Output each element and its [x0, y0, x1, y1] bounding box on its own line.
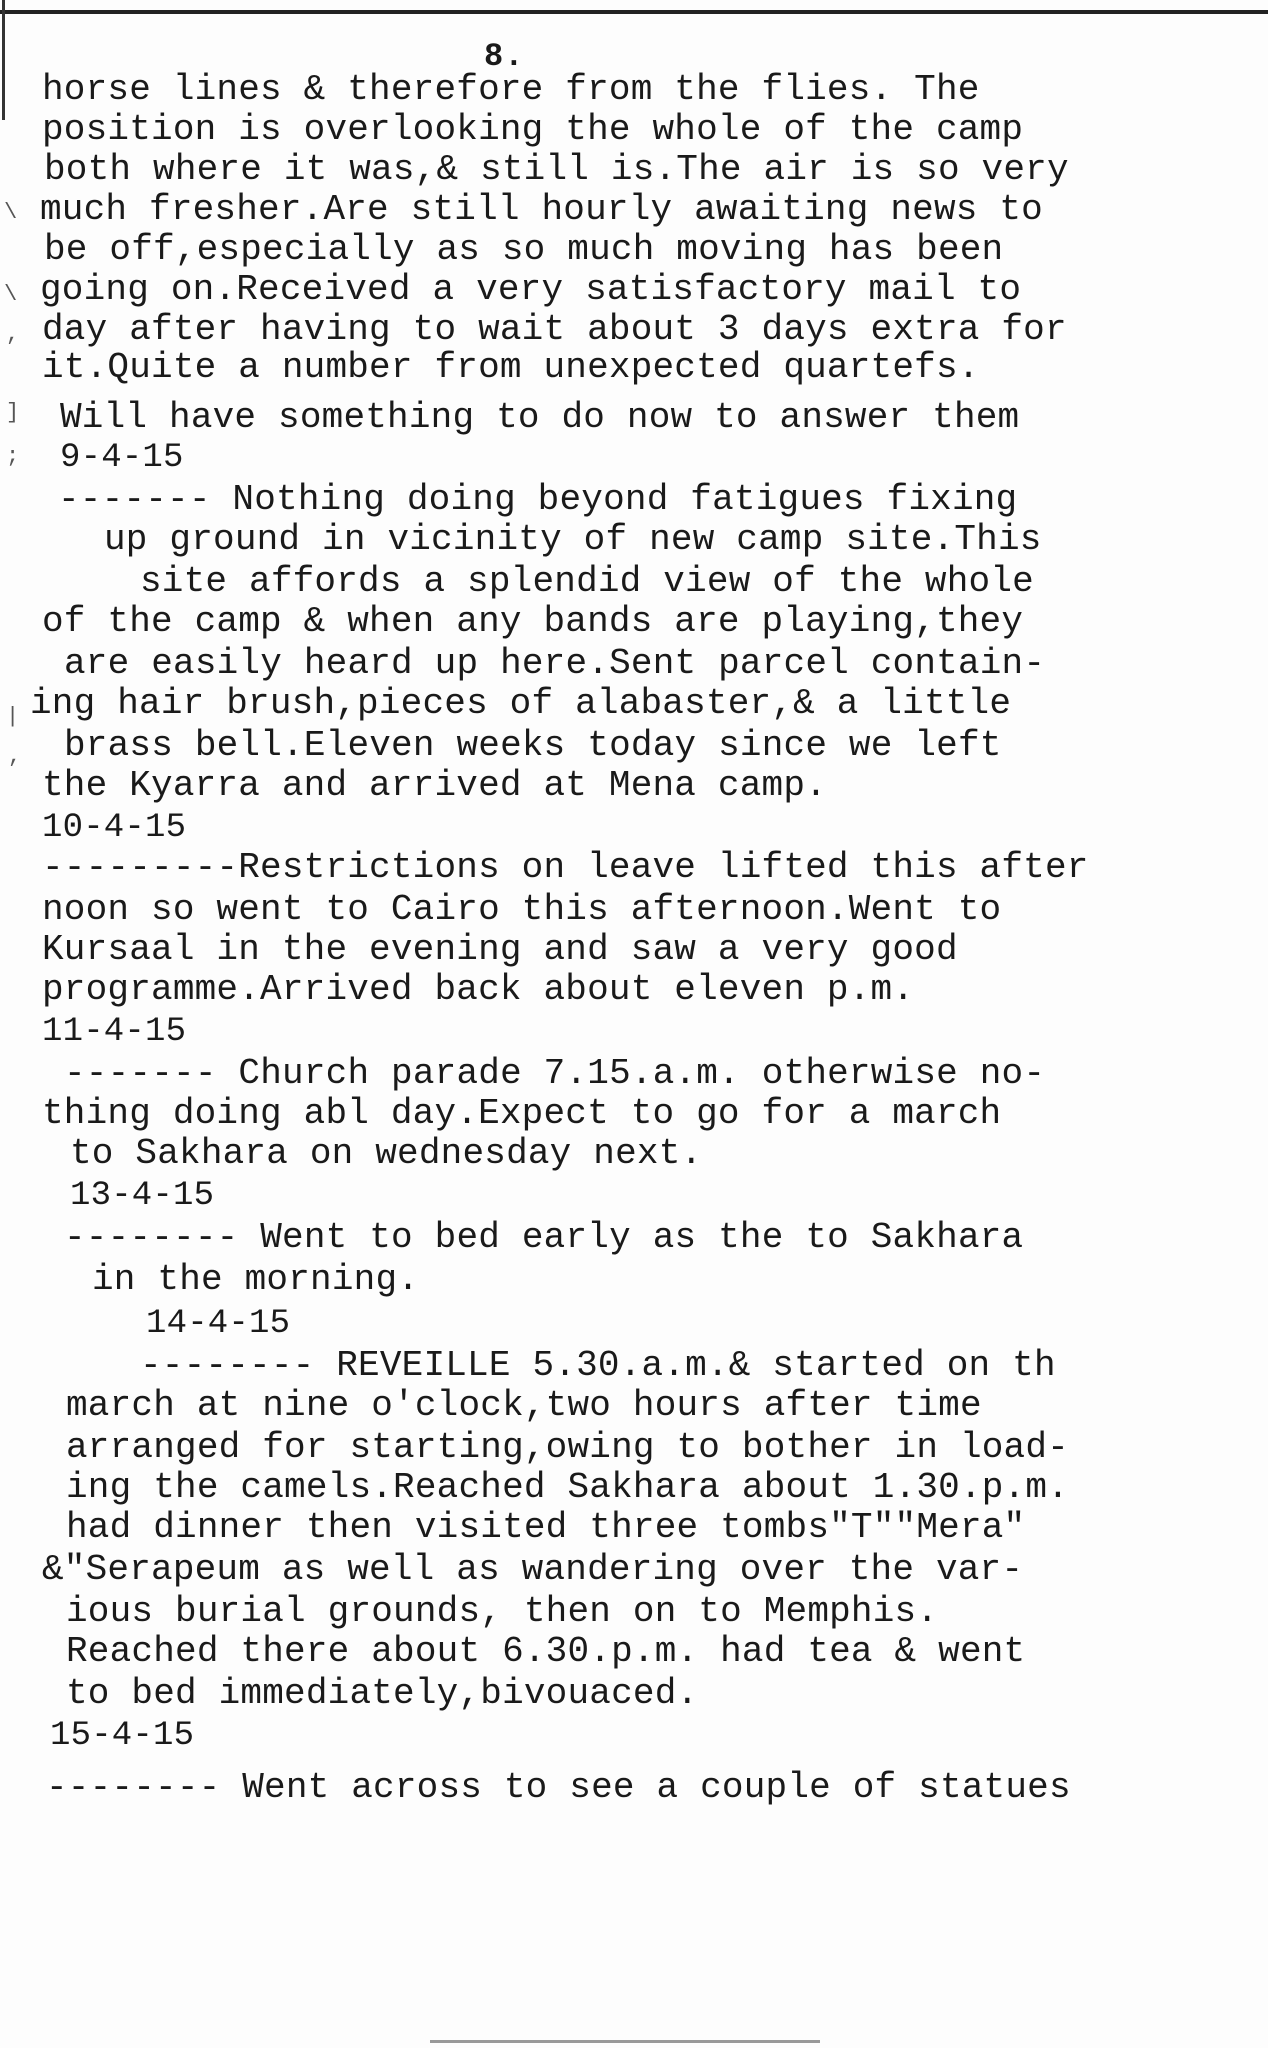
text-line: Reached there about 6.30.p.m. had tea & went: [66, 1631, 1026, 1672]
text-line: to bed immediately,bivouaced.: [66, 1673, 699, 1714]
text-line: up ground in vicinity of new camp site.This: [104, 519, 1042, 560]
text-line: to Sakhara on wednesday next.: [70, 1133, 703, 1174]
text-line: march at nine o'clock,two hours after time: [66, 1385, 982, 1426]
text-line: in the morning.: [92, 1259, 420, 1300]
text-line: -------- Went to bed early as the to Sakhara: [64, 1217, 1024, 1258]
text-line: -------- Went across to see a couple of statues: [46, 1767, 1071, 1808]
text-line: are easily heard up here.Sent parcel contain-: [64, 643, 1046, 684]
entry-date: 9-4-15: [60, 439, 184, 477]
text-line: ing the camels.Reached Sakhara about 1.30.p.m.: [66, 1467, 1069, 1508]
bottom-rule: [430, 2040, 820, 2043]
text-line: ------- Church parade 7.15.a.m. otherwise no-: [64, 1053, 1046, 1094]
text-line: horse lines & therefore from the flies. The: [42, 69, 980, 110]
page-number: 8.: [484, 38, 525, 75]
margin-mark: ,: [8, 744, 22, 769]
margin-mark: \: [4, 200, 18, 225]
margin-mark: \: [4, 282, 18, 307]
text-line: it.Quite a number from unexpected quartefs.: [42, 347, 980, 388]
text-line: had dinner then visited three tombs"T""Mera": [66, 1507, 1026, 1548]
text-line: ing hair brush,pieces of alabaster,& a little: [30, 683, 1012, 724]
text-line: be off,especially as so much moving has been: [44, 229, 1004, 270]
margin-mark: ;: [6, 444, 20, 469]
text-line: ious burial grounds, then on to Memphis.: [66, 1591, 939, 1632]
text-line: noon so went to Cairo this afternoon.Went to: [42, 889, 1002, 930]
text-line: Kursaal in the evening and saw a very good: [42, 929, 958, 970]
text-line: position is overlooking the whole of the camp: [42, 109, 1024, 150]
text-line: the Kyarra and arrived at Mena camp.: [42, 765, 827, 806]
margin-mark: |: [6, 704, 20, 729]
entry-date: 14-4-15: [146, 1305, 291, 1343]
text-line: day after having to wait about 3 days extra for: [42, 309, 1067, 350]
text-line: both where it was,& still is.The air is so very: [44, 149, 1069, 190]
text-line: thing doing abl day.Expect to go for a march: [42, 1093, 1002, 1134]
text-line: ---------Restrictions on leave lifted this after: [42, 847, 1089, 888]
text-line: programme.Arrived back about eleven p.m.: [42, 969, 915, 1010]
text-line: &"Serapeum as well as wandering over the var-: [42, 1549, 1024, 1590]
text-line: going on.Received a very satisfactory mail to: [40, 269, 1022, 310]
entry-date: 13-4-15: [70, 1177, 215, 1215]
margin-mark: ]: [6, 400, 20, 425]
top-rule: [0, 10, 1268, 14]
text-line: brass bell.Eleven weeks today since we left: [64, 725, 1002, 766]
margin-mark: ,: [6, 322, 20, 347]
entry-date: 15-4-15: [50, 1717, 195, 1755]
left-margin-rule: [2, 0, 5, 120]
text-line: site affords a splendid view of the whole: [140, 561, 1034, 602]
entry-date: 11-4-15: [42, 1013, 187, 1051]
text-line: much fresher.Are still hourly awaiting news to: [40, 189, 1043, 230]
entry-date: 10-4-15: [42, 809, 187, 847]
text-line: Will have something to do now to answer them: [60, 397, 1020, 438]
text-line: arranged for starting,owing to bother in load-: [66, 1427, 1069, 1468]
text-line: of the camp & when any bands are playing,they: [42, 601, 1024, 642]
text-line: -------- REVEILLE 5.30.a.m.& started on th: [140, 1345, 1056, 1386]
text-line: ------- Nothing doing beyond fatigues fixing: [58, 479, 1018, 520]
